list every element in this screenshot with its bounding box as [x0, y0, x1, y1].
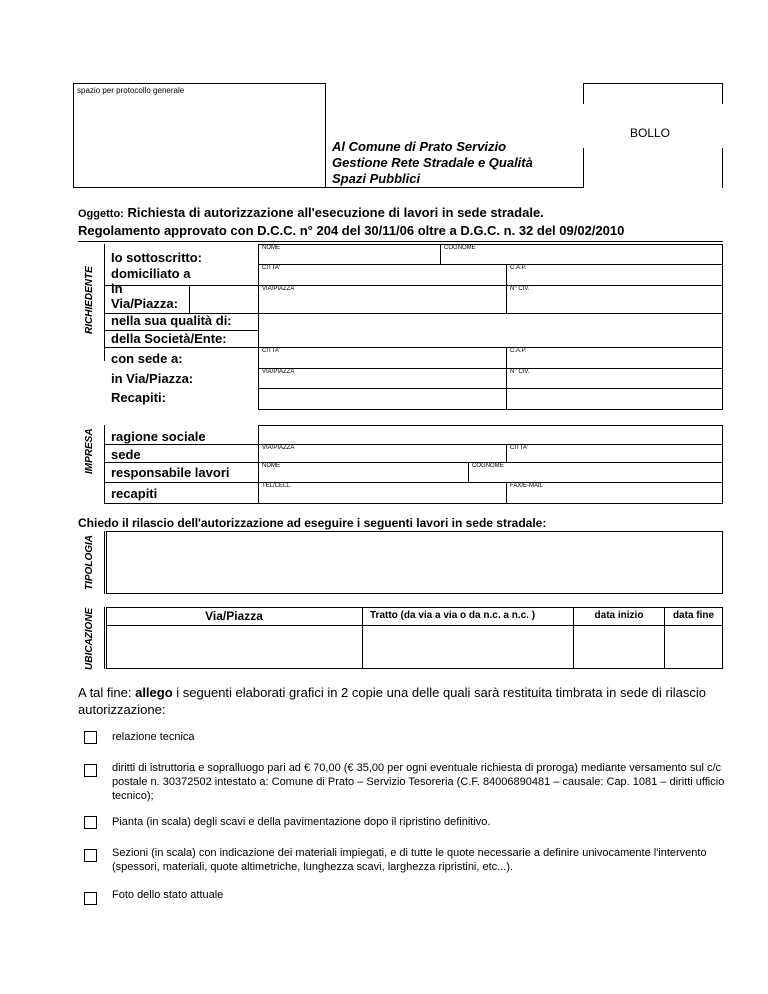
impresa-tel-field[interactable]	[259, 490, 505, 502]
ubicazione-rule	[104, 607, 105, 669]
rgrid	[258, 368, 723, 369]
checkbox-sezioni[interactable]	[84, 849, 97, 862]
rgrid	[258, 264, 723, 265]
stamp-label: BOLLO	[630, 126, 671, 140]
field-sede-civ: N° CIV.	[510, 369, 530, 375]
ubicazione-inizio-field[interactable]	[574, 626, 663, 668]
cap-field[interactable]	[507, 272, 721, 284]
checkbox-relazione[interactable]	[84, 731, 97, 744]
attachments-intro-post: i seguenti elaborati grafici in 2 copie una delle quali sarà restituita timbrata in sede di rilascio autorizzazione:	[78, 685, 706, 717]
field-nome: NOME	[262, 245, 280, 251]
igrid	[104, 462, 723, 463]
col-tratto: Tratto (da via a via o da n.c. a n.c. )	[370, 610, 536, 621]
label-ragione: ragione sociale	[111, 429, 206, 444]
checkbox-diritti[interactable]	[84, 764, 97, 777]
stamp-top	[583, 83, 723, 84]
impresa-rule	[104, 425, 105, 503]
rgrid	[258, 244, 723, 245]
igrid	[722, 425, 723, 503]
col-data-inizio: data inizio	[594, 610, 644, 621]
field-impresa-cognome: COGNOME	[472, 463, 504, 469]
via-field[interactable]	[259, 293, 505, 312]
ubicazione-via-field[interactable]	[107, 626, 361, 668]
igrid	[104, 503, 723, 504]
label-in-via-piazza: in Via/Piazza:	[111, 371, 194, 386]
subject-line-1: Richiesta di autorizzazione all'esecuzione di lavori in sede stradale.	[127, 205, 544, 220]
field-impresa-via: VIA/PIAZZA	[262, 445, 295, 451]
label-impresa-sede: sede	[111, 447, 141, 462]
label-responsabile: responsabile lavori	[111, 465, 230, 480]
tipologia-section-label: TIPOLOGIA	[84, 535, 95, 590]
ubicazione-fine-field[interactable]	[665, 626, 722, 668]
stamp-left-top	[583, 83, 584, 104]
impresa-via-field[interactable]	[259, 452, 505, 461]
checkbox-pianta[interactable]	[84, 816, 97, 829]
field-sede-via: VIA/PIAZZA	[262, 369, 295, 375]
impresa-section-label: IMPRESA	[84, 428, 95, 474]
rgrid	[104, 347, 723, 348]
label-sottoscritto: Io sottoscritto:	[111, 250, 202, 265]
field-impresa-nome: NOME	[262, 463, 280, 469]
ubicazione-section-label: UBICAZIONE	[84, 607, 95, 670]
label-recapiti: Recapiti:	[111, 390, 166, 405]
label-impresa-recapiti: recapiti	[111, 486, 158, 501]
rgrid	[258, 409, 723, 410]
protocol-box	[73, 83, 326, 188]
subject-rule	[78, 241, 723, 242]
field-civ: N° CIV.	[510, 286, 530, 292]
attachments-intro-pre: A tal fine:	[78, 685, 136, 700]
recapiti-field[interactable]	[259, 389, 721, 408]
ragione-field[interactable]	[259, 426, 721, 443]
col-via-piazza: Via/Piazza	[205, 609, 263, 623]
qualita-field[interactable]	[259, 314, 721, 346]
item-relazione: relazione tecnica	[112, 731, 195, 743]
addressee-underline	[326, 187, 583, 188]
label-societa: della Società/Ente:	[111, 331, 227, 346]
label-via-piazza: Via/Piazza:	[111, 296, 178, 311]
attachments-intro-bold: allego	[135, 685, 173, 700]
field-via: VIA/PIAZZA	[262, 286, 295, 292]
label-sede: con sede a:	[111, 351, 183, 366]
request-heading: Chiedo il rilascio dell'autorizzazione ad eseguire i seguenti lavori in sede stradale:	[78, 516, 547, 530]
item-sezioni: Sezioni (in scala) con indicazione dei materiali impiegati, e di tutte le quote necessarie a definire univocamente l'intervento (spessori, materiali, quote altimetriche, lunghezza scavi, larghezza ripristini, etc...).	[112, 847, 707, 873]
field-citta: CITTA'	[262, 265, 281, 271]
stamp-right-bottom	[722, 148, 723, 188]
ubicazione-tratto-field[interactable]	[363, 626, 572, 668]
stamp-right-top	[722, 83, 723, 104]
rgrid	[189, 285, 190, 313]
impresa-nome-field[interactable]	[259, 470, 467, 481]
igrid	[104, 482, 723, 483]
label-domiciliato: domiciliato a	[111, 266, 191, 281]
igrid	[104, 444, 723, 445]
citta-field[interactable]	[259, 272, 505, 284]
rgrid	[722, 244, 723, 409]
field-cognome: COGNOME	[444, 245, 476, 251]
field-sede-citta: CITTA'	[262, 348, 281, 354]
field-impresa-tel: TEL/CELL.	[262, 483, 292, 489]
addressee-line-2: Gestione Rete Stradale e Qualità	[332, 155, 533, 170]
rgrid	[104, 285, 723, 286]
stamp-left-bottom	[583, 148, 584, 188]
nome-field[interactable]	[259, 252, 439, 263]
tipologia-rule	[104, 531, 105, 594]
cognome-field[interactable]	[441, 252, 721, 263]
col-data-fine: data fine	[672, 610, 715, 621]
attachments-intro	[78, 684, 728, 718]
rgrid	[104, 330, 259, 331]
protocol-label: spazio per protocollo generale	[77, 86, 185, 95]
field-cap: C.A.P.	[510, 265, 527, 271]
civ-field[interactable]	[507, 293, 721, 312]
label-qualita: nella sua qualità di:	[111, 313, 232, 328]
subject-line-2: Regolamento approvato con D.C.C. n° 204 del 30/11/06 oltre a D.G.C. n. 32 del 09/02/2010	[78, 223, 625, 238]
impresa-cognome-field[interactable]	[469, 470, 721, 481]
subject	[78, 204, 758, 239]
impresa-citta-field[interactable]	[507, 452, 721, 461]
item-pianta: Pianta (in scala) degli scavi e della pavimentazione dopo il ripristino definitivo.	[112, 816, 491, 828]
richiedente-rule	[104, 244, 105, 361]
richiedente-section-label: RICHIEDENTE	[84, 266, 95, 334]
field-sede-cap: C.A.P.	[510, 348, 527, 354]
addressee-line-3: Spazi Pubblici	[332, 171, 421, 186]
checkbox-foto[interactable]	[84, 892, 97, 905]
field-impresa-citta: CITTA'	[510, 445, 529, 451]
subject-prefix: Oggetto:	[78, 208, 124, 220]
addressee-line-1: Al Comune di Prato Servizio	[332, 139, 507, 154]
addressee	[332, 139, 533, 187]
tipologia-field[interactable]	[106, 531, 723, 594]
impresa-fax-field[interactable]	[507, 490, 721, 502]
field-impresa-fax: FAX/E-MAIL	[510, 483, 544, 489]
item-foto: Foto dello stato attuale	[112, 889, 224, 901]
item-diritti: diritti di istruttoria e sopralluogo pari ad € 70,00 (€ 35,00 per ogni eventuale richiesta di proroga) mediante versamento sul c/c postale n. 30372502 intestato a: Comune di Prato – Servizio Tesoreria (C.F. 84006890481 – causale: Cap. 1081 – diritti ufficio tecnico);	[112, 762, 725, 802]
label-in: in	[111, 281, 123, 296]
